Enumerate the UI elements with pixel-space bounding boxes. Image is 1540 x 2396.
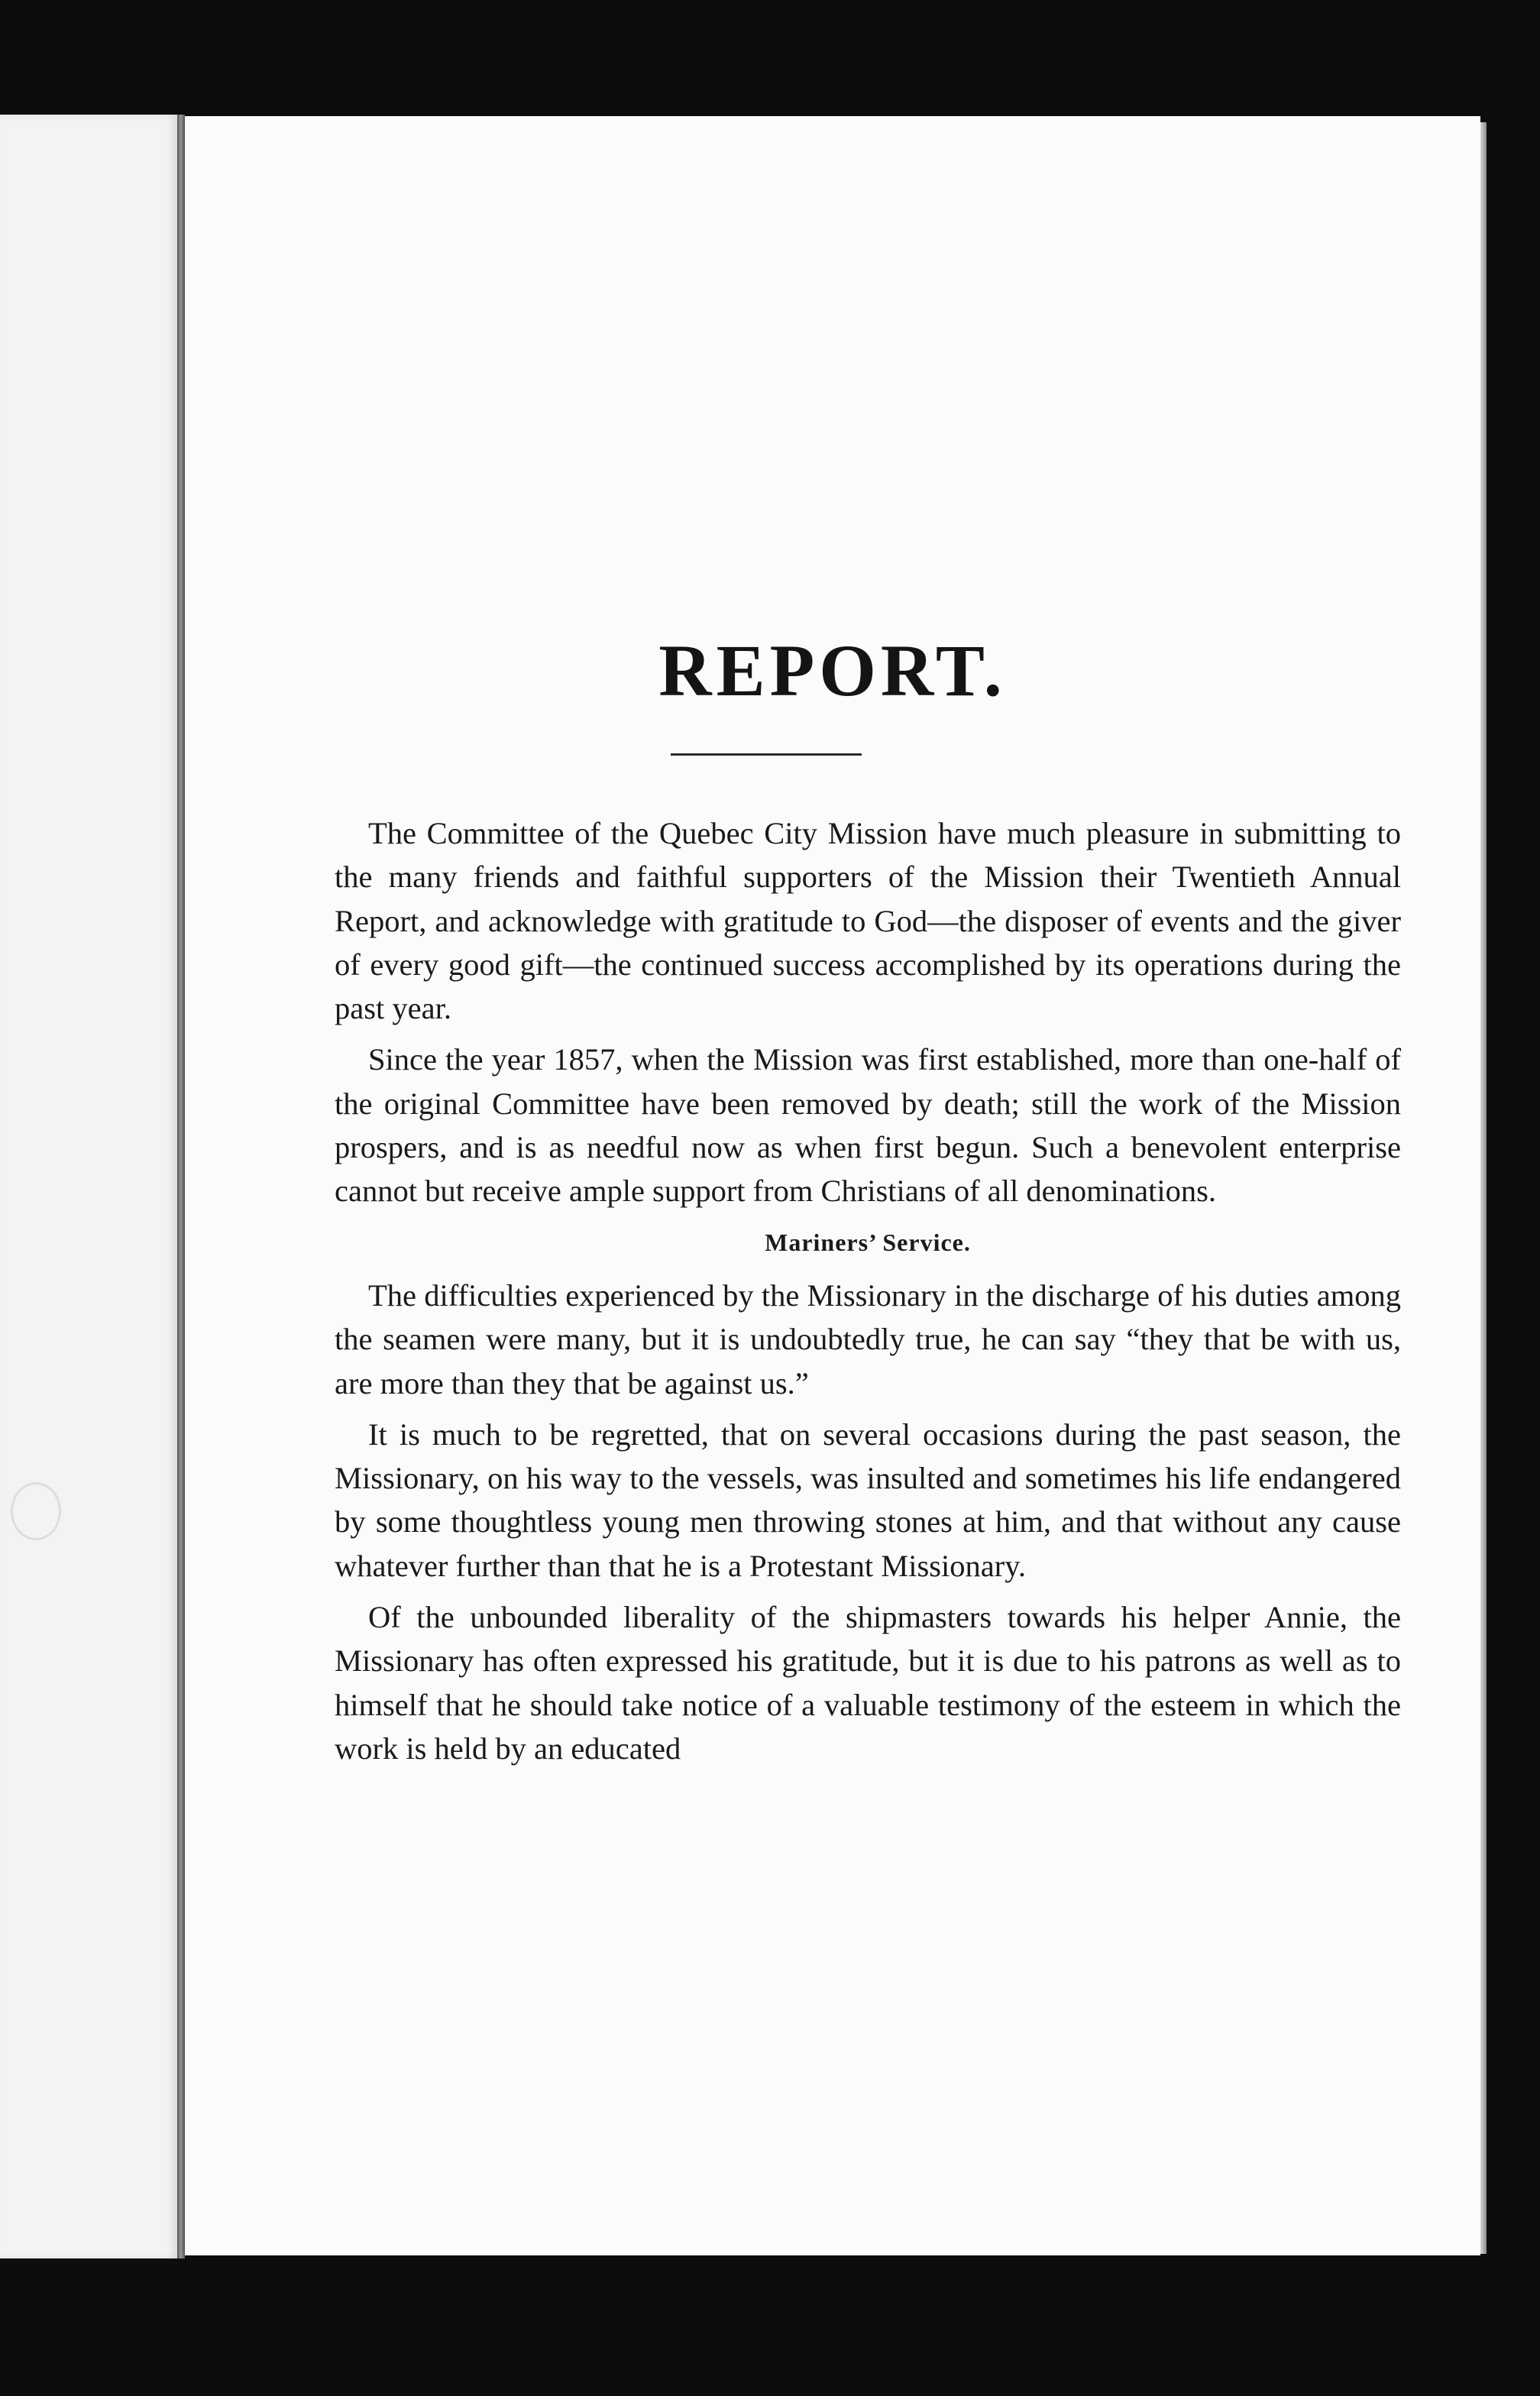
heading-rule	[671, 753, 862, 756]
page-heading: REPORT.	[658, 630, 1007, 711]
fold-mark	[11, 1482, 61, 1540]
paragraph-2: Since the year 1857, when the Mission was first established, more than one-half of the original Committee have been removed by death; still the work of the Mission prospers, and is as needful now as when first begun. Such a benevolent enterprise cannot but receive ample support from Christians of all denominations.	[335, 1042, 1401, 1209]
right-page-edge	[1480, 122, 1487, 2254]
document-page	[185, 116, 1480, 2255]
paragraph-1: The Committee of the Quebec City Mission have much pleasure in submitting to the many friends and faithful supporters of the Mission their Twentieth Annual Report, and acknowledge with gratitude to God—the disposer of events and the giver of every good gift—the continued success accomplished by its operations during the past year.	[335, 816, 1401, 1026]
binding-gutter	[177, 115, 185, 2258]
paragraph-3: The difficulties experienced by the Missionary in the discharge of his duties among the seamen were many, but it is undoubtedly true, he can say “they that be with us, are more than they that be against us.”	[335, 1277, 1401, 1400]
body-text	[335, 811, 1401, 1778]
paragraph-4: It is much to be regretted, that on several occasions during the past season, the Missionary, on his way to the vessels, was insulted and sometimes his life endangered by some thoughtless young men throwing stones at him, and that without any cause whatever further than that he is a Protestant Missionary.	[335, 1417, 1401, 1583]
section-heading-mariners-service: Mariners’ Service.	[765, 1228, 971, 1256]
paragraph-5: Of the unbounded liberality of the shipmasters towards his helper Annie, the Missionary has often expressed his gratitude, but it is due to his patrons as well as to himself that he should take notice of a valuable testimony of the esteem in which the work is held by an educated	[335, 1600, 1401, 1766]
left-page-edge	[0, 115, 177, 2258]
